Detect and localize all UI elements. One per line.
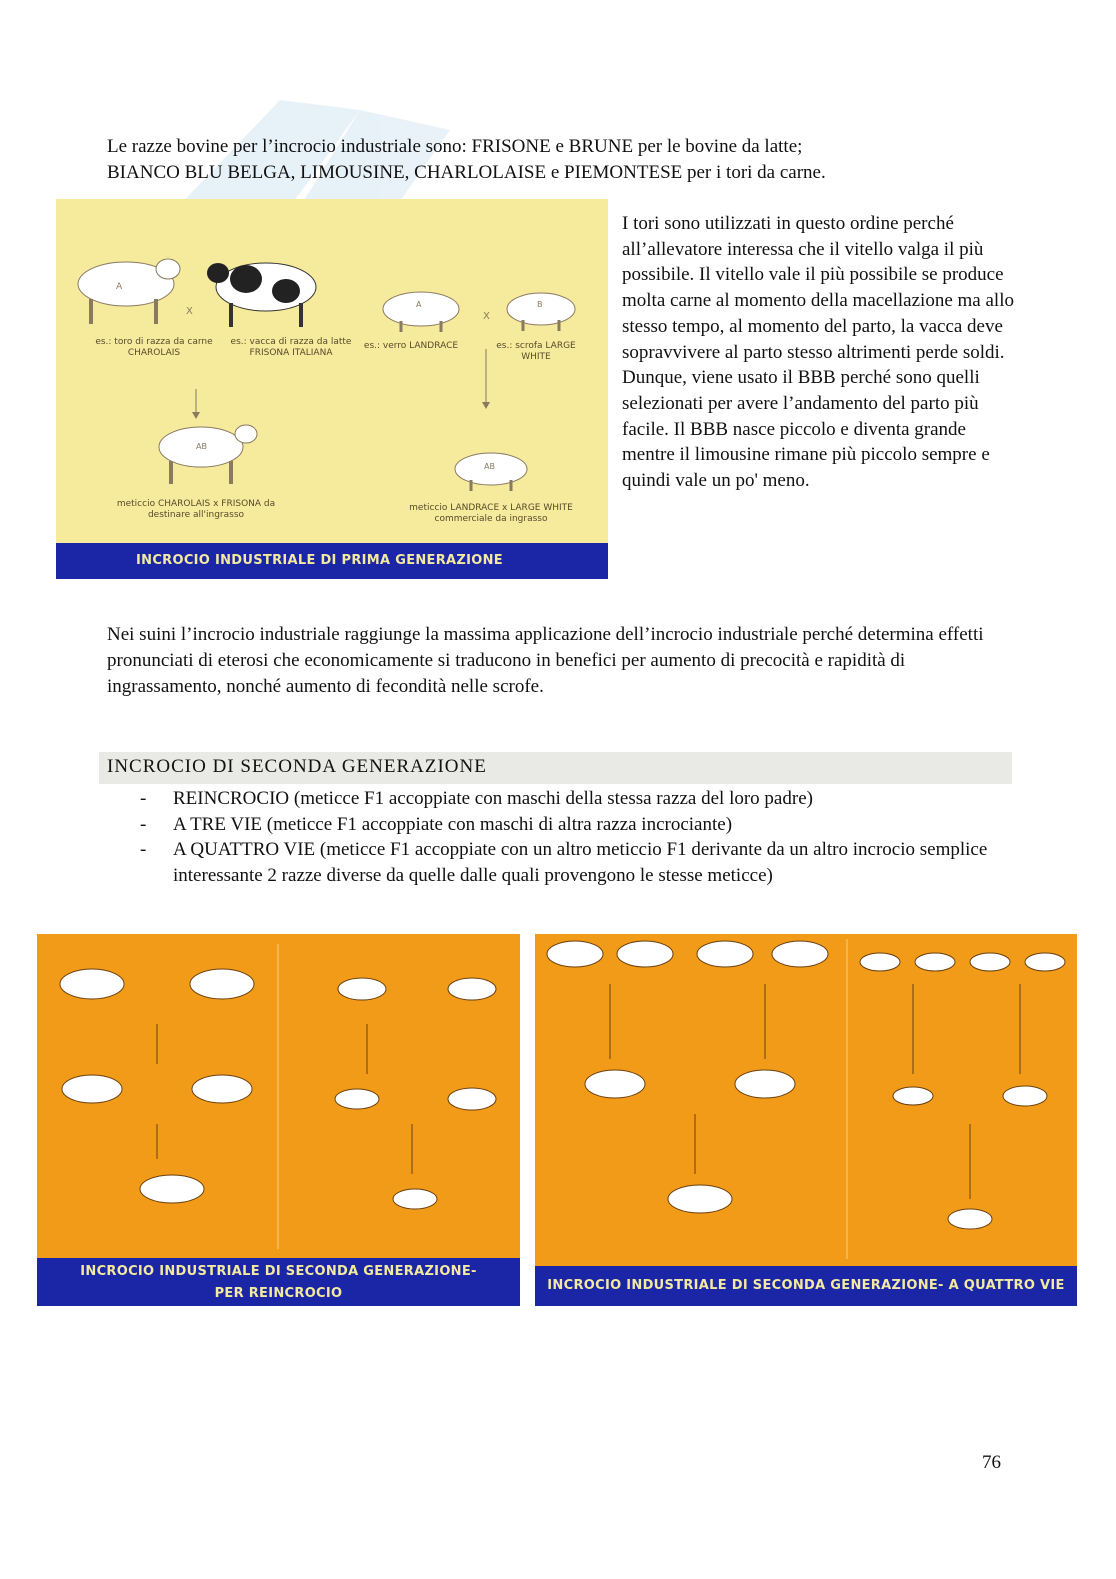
svg-text:A: A: [116, 282, 123, 292]
label-calf: meticcio CHAROLAIS x FRISONA da destinare all'ingrasso: [116, 499, 276, 520]
crossing-types-list: [140, 786, 1000, 888]
figure-second-generation-four-way: [535, 934, 1077, 1306]
fig1-caption: INCROCIO INDUSTRIALE DI PRIMA GENERAZIONE: [56, 543, 608, 579]
svg-text:AB: AB: [484, 462, 495, 471]
fig3-caption: INCROCIO INDUSTRIALE DI SECONDA GENERAZIONE- A QUATTRO VIE: [535, 1266, 1077, 1306]
list-item: - A QUATTRO VIE (meticce F1 accoppiate con un altro meticcio F1 derivante da un altro incrocio semplice interessante 2 razze diverse da quelle dalle quali provengono le stesse meticce): [140, 839, 988, 886]
list-bullet: -: [140, 788, 147, 809]
label-bull: es.: toro di razza da carne CHAROLAIS: [95, 337, 213, 358]
figure-first-generation-cross: [56, 199, 608, 579]
bull-a-drawing: [78, 259, 180, 324]
cow-b-drawing: [207, 263, 316, 327]
svg-text:AB: AB: [196, 442, 207, 451]
fig2-caption: INCROCIO INDUSTRIALE DI SECONDA GENERAZIONE- PER REINCROCIO: [37, 1258, 520, 1306]
intro-paragraph: Le razze bovine per l’incrocio industriale sono: FRISONE e BRUNE per le bovine da latte; BIANCO BLU BELGA, LIMOUSINE, CHARLOLAISE e PIEMONTESE per i tori da carne.: [107, 136, 826, 183]
figure-second-generation-backcross: [37, 934, 520, 1306]
section-heading-bar: [99, 752, 1012, 784]
label-piglet: meticcio LANDRACE x LARGE WHITE commerciale da ingrasso: [409, 503, 573, 524]
svg-text:B: B: [537, 300, 543, 309]
first-generation-diagram: [56, 199, 608, 543]
svg-text:A: A: [416, 300, 422, 309]
suini-paragraph: Nei suini l’incrocio industriale raggiunge la massima applicazione dell’incrocio industriale perché determina effetti pronunciati di eterosi che economicamente si traducono in benefici per aumento di precocità e rapidità di ingrassamento, nonché aumento di fecondità nelle scrofe.: [107, 624, 984, 697]
section-title: INCROCIO DI SECONDA GENERAZIONE: [107, 756, 487, 777]
sow-b-drawing: [507, 293, 575, 331]
label-sow: es.: scrofa LARGE WHITE: [496, 341, 576, 362]
page-number: 76: [982, 1452, 1001, 1473]
four-way-diagram: [535, 934, 1077, 1266]
backcross-diagram: [37, 934, 520, 1258]
calf-ab-drawing: [159, 425, 257, 484]
list-bullet: -: [140, 813, 147, 835]
piglet-ab-drawing: [455, 453, 527, 491]
list-bullet: -: [140, 839, 147, 860]
side-paragraph: I tori sono utilizzati in questo ordine perché all’allevatore interessa che il vitello valga il più possibile. Il vitello vale il più possibile se produce molta carne al momento della macellazione ma allo stesso tempo, al momento del parto, la vacca deve sopravvivere al parto stesso altrimenti perde soldi. Dunque, viene usato il BBB perché sono quelli selezionati per avere l’andamento del parto più facile. Il BBB nasce piccolo e diventa grande mentre il limousine rimane più piccolo sempre e quindi vale un po' meno.: [622, 213, 1014, 492]
svg-text:X: X: [186, 306, 193, 317]
svg-text:X: X: [483, 311, 490, 322]
list-item: - A TRE VIE (meticce F1 accoppiate con maschi di altra razza incrociante): [140, 812, 1000, 838]
boar-a-drawing: [383, 292, 459, 332]
list-item: - REINCROCIO (meticce F1 accoppiate con maschi della stessa razza del loro padre): [140, 786, 1000, 812]
label-boar: es.: verro LANDRACE: [363, 341, 459, 351]
label-cow: es.: vacca di razza da latte FRISONA ITALIANA: [230, 337, 352, 358]
